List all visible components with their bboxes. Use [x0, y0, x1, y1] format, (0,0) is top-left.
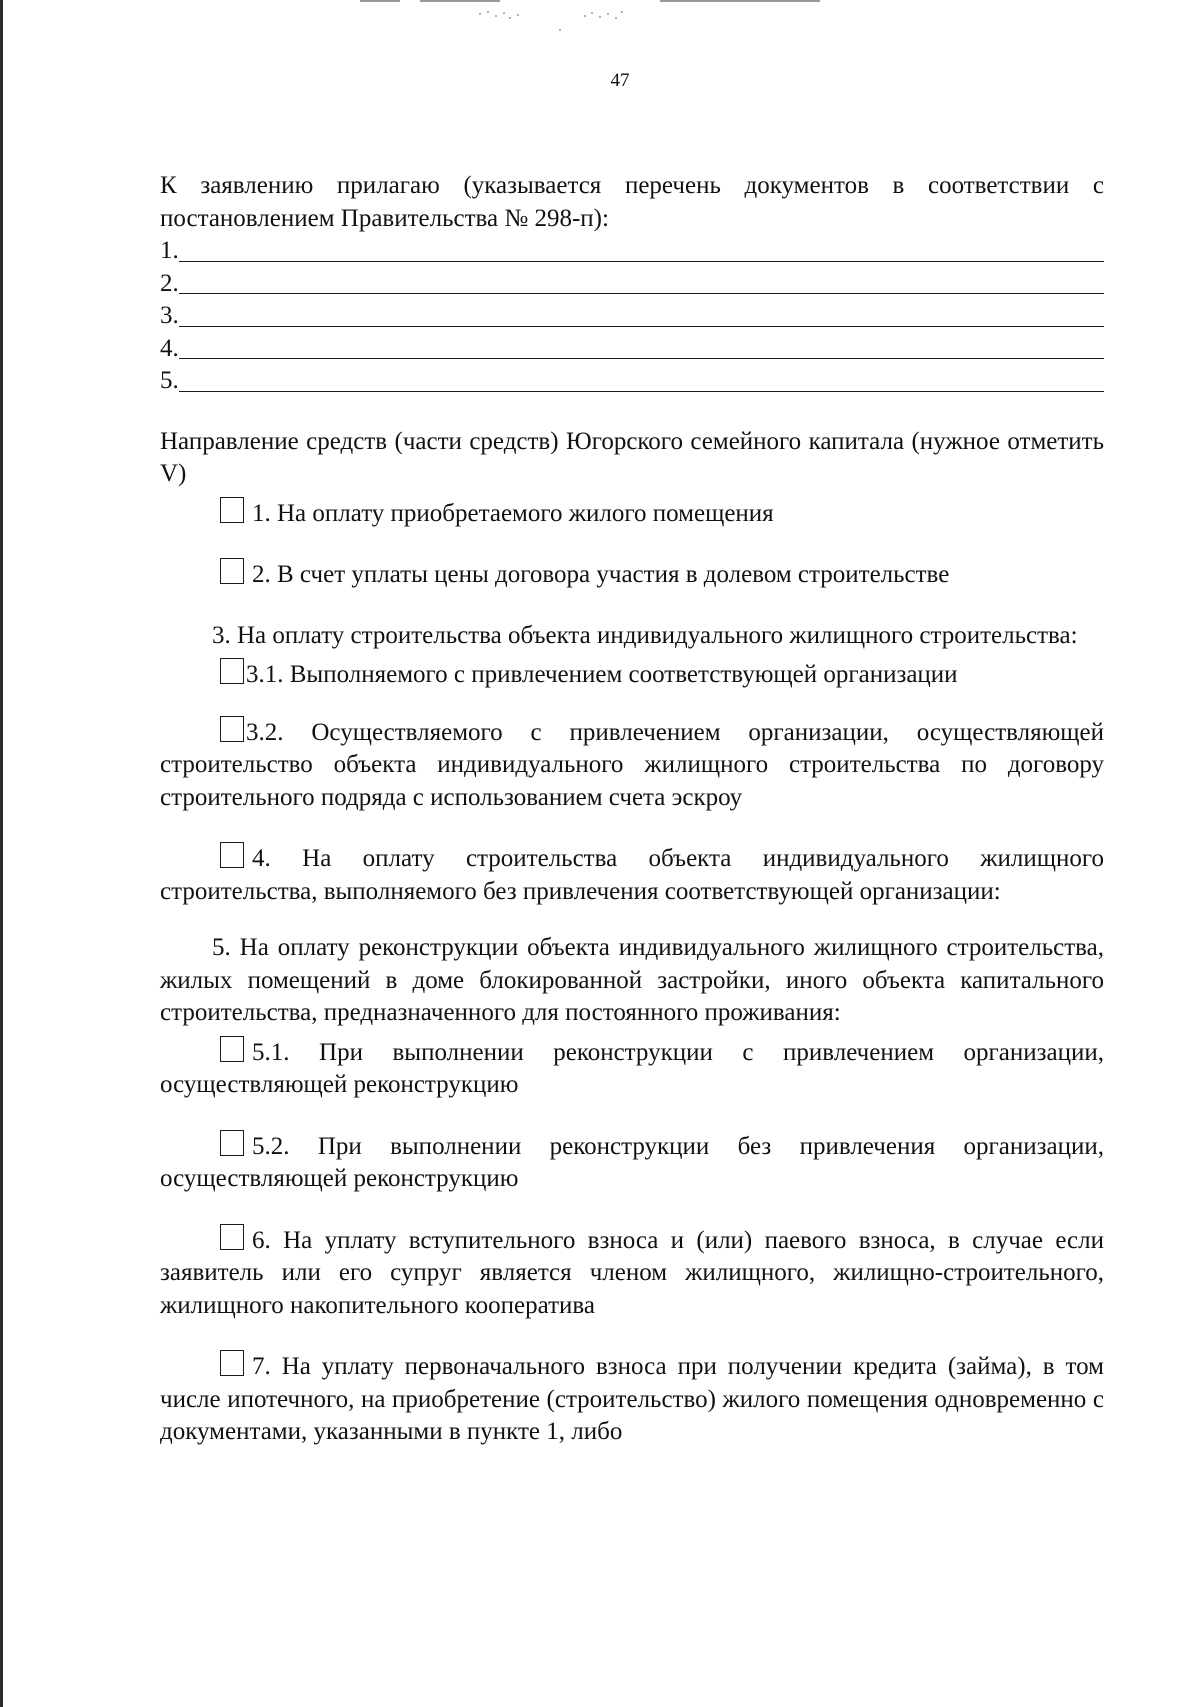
option-4-label: 4. На оплату строительства объекта индивидуального жилищного строительства, выполняемого без привлечения соответствующей организации:	[160, 845, 1104, 905]
option-4	[160, 842, 1104, 908]
option-7-label: 7. На уплату первоначального взноса при получении кредита (займа), в том числе ипотечного, на приобретение (строительство) жилого помещения одновременно с документами, указанными в пункте 1, либо	[160, 1353, 1104, 1445]
attachments-intro: К заявлению прилагаю (указывается перечень документов в соответствии с постановлением Правительства № 298-п):	[160, 172, 1104, 232]
checkbox-option-5-2[interactable]	[220, 1130, 244, 1156]
option-5: 5. На оплату реконструкции объекта индивидуального жилищного строительства, жилых помещений в доме блокированной застройки, иного объекта капитального строительства, предназначенного для постоянного проживания:	[160, 934, 1104, 1026]
attachment-line[interactable]	[160, 365, 1104, 398]
checkbox-option-1[interactable]	[220, 497, 244, 523]
blank-underline	[179, 261, 1104, 262]
option-1	[160, 497, 1104, 531]
attachment-number: 2.	[160, 269, 179, 297]
checkbox-option-5-1[interactable]	[220, 1036, 244, 1062]
scan-artifact	[360, 0, 880, 40]
option-3-1-label: 3.1. Выполняемого с привлечением соответствующей организации	[246, 661, 958, 688]
blank-underline	[179, 391, 1104, 392]
option-5-2-label: 5.2. При выполнении реконструкции без привлечения организации, осуществляющей реконструкцию	[160, 1132, 1104, 1192]
checkbox-option-2[interactable]	[220, 558, 244, 584]
page-number: 47	[610, 70, 630, 91]
checkbox-option-7[interactable]	[220, 1350, 244, 1376]
option-2	[160, 558, 1104, 592]
form-content	[160, 170, 1104, 1449]
attachment-line[interactable]	[160, 333, 1104, 366]
option-6	[160, 1224, 1104, 1323]
option-3-2-label: 3.2. Осуществляемого с привлечением организации, осуществляющей строительство объекта индивидуального жилищного строительства по договору строительного подряда с использованием счета эскроу	[160, 718, 1104, 811]
option-2-label: 2. В счет уплаты цены договора участия в долевом строительстве	[252, 561, 950, 588]
option-6-label: 6. На уплату вступительного взноса и (или) паевого взноса, в случае если заявитель или его супруг является членом жилищного, жилищно-строительного, жилищного накопительного кооператива	[160, 1226, 1104, 1319]
checkbox-option-3-1[interactable]	[220, 658, 244, 684]
option-5-1	[160, 1036, 1104, 1102]
option-3-1	[160, 658, 1104, 692]
option-3: 3. На оплату строительства объекта индивидуального жилищного строительства:	[212, 621, 1078, 649]
blank-underline	[179, 293, 1104, 294]
attachment-number: 1.	[160, 237, 179, 264]
direction-heading: Направление средств (части средств) Югорского семейного капитала (нужное отметить V)	[160, 427, 1104, 487]
attachment-line[interactable]	[160, 235, 1104, 268]
scan-left-edge	[0, 0, 3, 1707]
attachment-number: 3.	[160, 302, 179, 329]
blank-underline	[179, 326, 1104, 327]
option-1-label: 1. На оплату приобретаемого жилого помещения	[252, 499, 774, 527]
attachment-line[interactable]	[160, 300, 1104, 333]
attachment-number: 4.	[160, 334, 179, 362]
option-5-1-label: 5.1. При выполнении реконструкции с привлечением организации, осуществляющей реконструкцию	[160, 1038, 1104, 1098]
attachment-line[interactable]	[160, 268, 1104, 301]
attachments-list	[160, 235, 1104, 398]
option-7	[160, 1350, 1104, 1449]
option-3-2	[160, 716, 1104, 815]
checkbox-option-6[interactable]	[220, 1224, 244, 1250]
checkbox-option-3-2[interactable]	[220, 716, 244, 742]
checkbox-option-4[interactable]	[220, 842, 244, 868]
attachment-number: 5.	[160, 367, 179, 394]
option-5-2	[160, 1130, 1104, 1196]
blank-underline	[179, 358, 1104, 359]
